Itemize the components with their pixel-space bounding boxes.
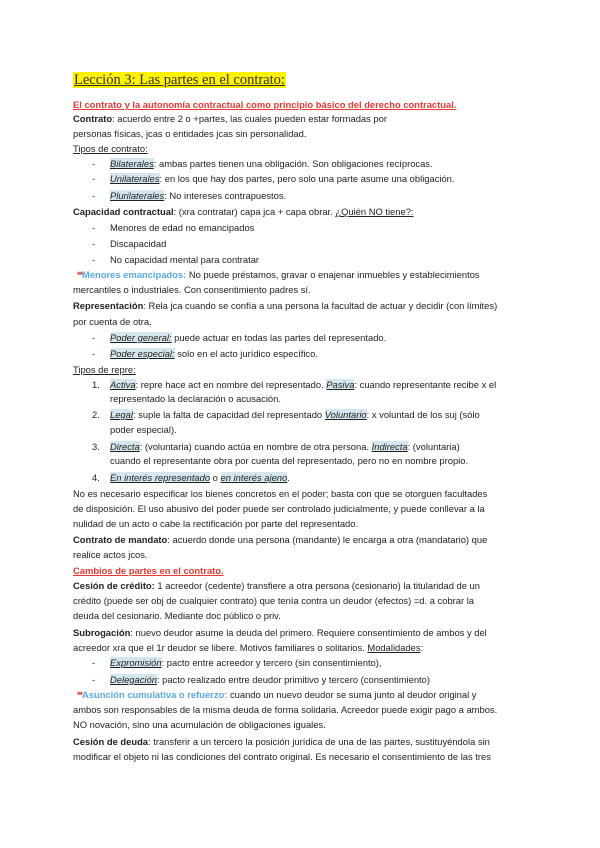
- capacidad-line: Capacidad contractual: (xra contratar) capa jca + capa obrar. ¿Quién NO tiene?:: [73, 206, 414, 217]
- poder-paragraph-line-2: de disposición. El uso abusivo del poder puede ser controlado judicialmente, y puede conllevar a la: [73, 503, 485, 514]
- list-number: 4.: [92, 472, 100, 483]
- bullet-dash: -: [92, 348, 96, 359]
- representacion-line-1: Representación: Rela jca cuando se confía a una persona la facultad de actuar y decidir (con límites): [73, 300, 498, 311]
- cesion-credito-line-3: deuda del cesionario. Mediante doc público o priv.: [73, 610, 281, 621]
- list-item: Discapacidad: [110, 238, 167, 249]
- bullet-dash: -: [92, 190, 96, 201]
- bullet-dash: -: [92, 674, 96, 685]
- list-item: Activa: repre hace act en nombre del representado. Pasiva: cuando representante recibe x el: [110, 379, 497, 390]
- bullet-dash: -: [92, 657, 96, 668]
- list-item: Directa: (voluntaria) cuando actúa en nombre de otra persona. Indirecta: (voluntaria): [110, 441, 460, 452]
- contrato-line-2: personas físicas, jcas o entidades jcas sin personalidad.: [73, 128, 307, 139]
- poder-paragraph-line-1: No es necesario especificar los bienes concretos en el poder; basta con que se otorguen facultades: [73, 488, 488, 499]
- bullet-dash: -: [92, 254, 96, 265]
- list-number: 3.: [92, 441, 100, 452]
- list-item-continuation: poder especial).: [110, 424, 177, 435]
- section-heading-cambios: Cambios de partes en el contrato.: [73, 565, 224, 576]
- tipos-repre-label: Tipos de repre:: [73, 364, 136, 375]
- menores-line-2: mercantiles o industriales. Con consentimiento padres sí.: [73, 284, 311, 295]
- mandato-line-1: Contrato de mandato: acuerdo donde una persona (mandante) le encarga a otra (mandatario) que: [73, 534, 488, 545]
- list-item: Poder general: puede actuar en todas las partes del representado.: [110, 332, 387, 343]
- list-item: No capacidad mental para contratar: [110, 254, 260, 265]
- subrogacion-line-1: Subrogación: nuevo deudor asume la deuda del primero. Requiere consentimiento de ambos y del: [73, 627, 487, 638]
- list-item: Expromisión: pacto entre acreedor y tercero (sin consentimiento),: [110, 657, 382, 668]
- list-item: Delegación: pacto realizado entre deudor primitivo y tercero (consentimiento): [110, 674, 430, 685]
- cesion-credito-line-1: Cesión de crédito: 1 acreedor (cedente) transfiere a otra persona (cesionario) la titularidad de un: [73, 580, 480, 591]
- menores-line-1: **Menores emancipados: No puede préstamos, gravar o enajenar inmuebles y establecimientos: [77, 269, 480, 280]
- list-item: Plurilaterales: No intereses contrapuestos.: [110, 190, 287, 201]
- representacion-line-2: por cuenta de otra.: [73, 316, 152, 327]
- bullet-dash: -: [92, 238, 96, 249]
- list-item: Legal: suple la falta de capacidad del representado Voluntario: x voluntad de los suj (sólo: [110, 409, 480, 420]
- lesson-title: Lección 3: Las partes en el contrato:: [74, 72, 285, 88]
- mandato-line-2: realice actos jcos.: [73, 549, 148, 560]
- list-number: 1.: [92, 379, 100, 390]
- list-item: En interés representado o en interés ajeno.: [110, 472, 290, 483]
- contrato-line-1: Contrato: acuerdo entre 2 o +partes, las cuales pueden estar formadas por: [73, 113, 387, 124]
- list-item: Unilaterales: en los que hay dos partes, pero solo una parte asume una obligación.: [110, 173, 455, 184]
- list-item: Bilaterales: ambas partes tienen una obligación. Son obligaciones recíprocas.: [110, 158, 433, 169]
- cesion-deuda-line-1: Cesión de deuda: transferir a un tercero la posición jurídica de una de las partes, sustituyéndola sin: [73, 736, 490, 747]
- cesion-credito-line-2: crédito (puede ser obj de cualquier contrato) que tenía contra un deudor (efectos) =d. a cobrar la: [73, 595, 475, 606]
- asuncion-line-2: ambos son responsables de la misma deuda de forma solidaria. Acreedor puede exigir pago a ambos.: [73, 704, 498, 715]
- list-item: Poder especial: solo en el acto jurídico específico.: [110, 348, 318, 359]
- section-heading-contract: El contrato y la autonomía contractual como principio básico del derecho contractual.: [73, 99, 457, 110]
- bullet-dash: -: [92, 332, 96, 343]
- bullet-dash: -: [92, 158, 96, 169]
- asuncion-line-1: **Asunción cumulativa o refuerzo: cuando un nuevo deudor se suma junto al deudor original y: [77, 689, 477, 700]
- list-item: Menores de edad no emancipados: [110, 222, 255, 233]
- bullet-dash: -: [92, 173, 96, 184]
- cesion-deuda-line-2: modificar el objeto ni las condiciones del contrato original. Es necesario el consentimiento de las tres: [73, 751, 491, 762]
- tipos-contrato-label: Tipos de contrato:: [73, 143, 148, 154]
- poder-paragraph-line-3: nulidad de un acto o cabe la rectificación por parte del representado.: [73, 518, 359, 529]
- list-item-continuation: representado la declaración o acusación.: [110, 393, 281, 404]
- asuncion-line-3: NO novación, sino una acumulación de obligaciones iguales.: [73, 719, 326, 730]
- list-number: 2.: [92, 409, 100, 420]
- bullet-dash: -: [92, 222, 96, 233]
- list-item-continuation: cuando el representante obra por cuenta del representado, pero no en nombre propio.: [110, 455, 469, 466]
- subrogacion-line-2: acreedor xra que el 1r deudor se libere. Motivos familiares o solitarios. Modalidades:: [73, 642, 424, 653]
